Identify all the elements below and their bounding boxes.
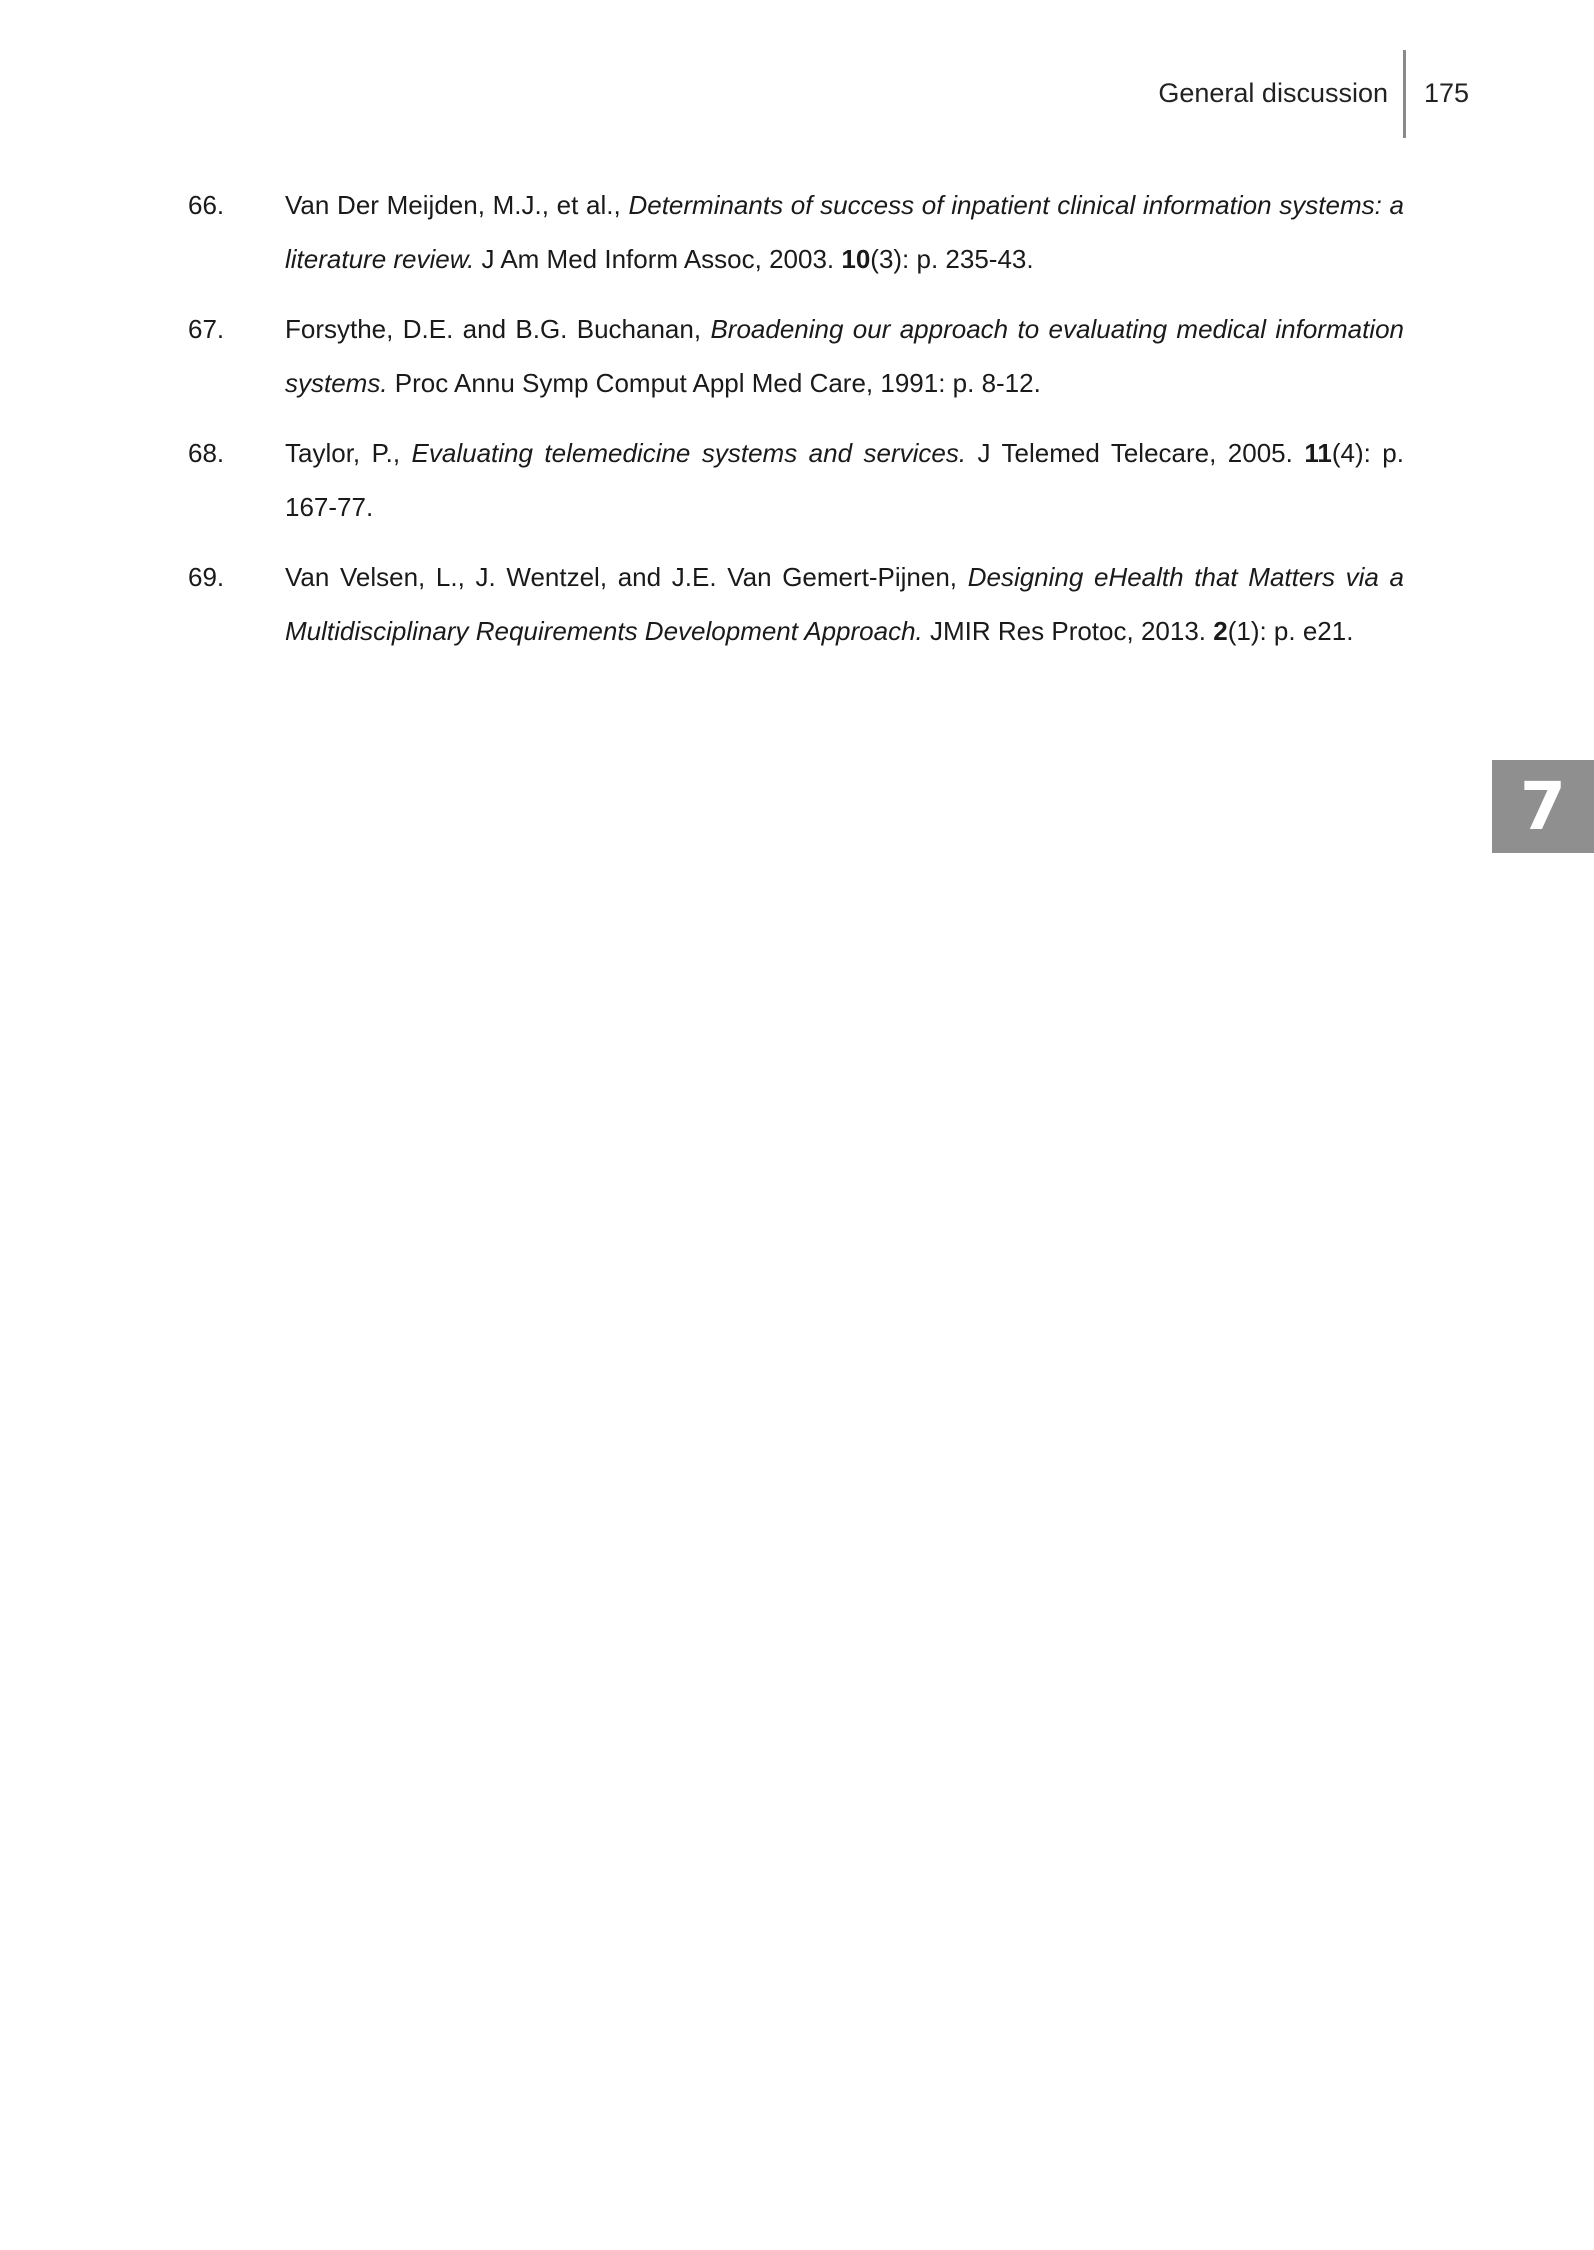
reference-list — [188, 178, 1404, 674]
reference-number: 69. — [188, 562, 225, 592]
running-title: General discussion — [1158, 78, 1388, 108]
reference-title: Evaluating telemedicine systems and services. — [411, 438, 967, 468]
reference-item — [188, 550, 1404, 658]
page-number: 175 — [1424, 78, 1470, 108]
reference-item — [188, 302, 1404, 410]
reference-authors: Van Velsen, L., J. Wentzel, and J.E. Van Gemert-Pijnen, — [285, 562, 968, 592]
reference-pages: (3): p. 235-43. — [870, 244, 1034, 274]
reference-volume: 11 — [1304, 438, 1332, 468]
reference-source: JMIR Res Protoc, 2013. — [922, 616, 1214, 646]
reference-authors: Taylor, P., — [285, 438, 412, 468]
reference-authors: Forsythe, D.E. and B.G. Buchanan, — [285, 314, 711, 344]
reference-number: 66. — [188, 190, 225, 220]
chapter-tab: 7 — [1492, 760, 1594, 853]
reference-source: J Am Med Inform Assoc, 2003. — [474, 244, 842, 274]
reference-pages: (1): p. e21. — [1227, 616, 1354, 646]
reference-title: Broadening our approach to evaluating medical information systems. — [285, 314, 1404, 398]
reference-source: Proc Annu Symp Comput Appl Med Care, 1991: p. 8-12. — [387, 368, 1041, 398]
reference-pages: (4): p. 167-77. — [285, 438, 1404, 522]
reference-title: Designing eHealth that Matters via a Multidisciplinary Requirements Development Approach. — [285, 562, 1404, 646]
reference-title: Determinants of success of inpatient clinical information systems: a literature review. — [285, 190, 1404, 274]
reference-source: J Telemed Telecare, 2005. — [966, 438, 1305, 468]
reference-volume: 10 — [841, 244, 871, 274]
running-header — [0, 72, 1594, 142]
reference-volume: 2 — [1213, 616, 1228, 646]
reference-item — [188, 426, 1404, 534]
reference-item — [188, 178, 1404, 286]
reference-number: 68. — [188, 438, 225, 468]
reference-number: 67. — [188, 314, 225, 344]
reference-authors: Van Der Meijden, M.J., et al., — [285, 190, 629, 220]
header-divider — [1403, 50, 1406, 138]
